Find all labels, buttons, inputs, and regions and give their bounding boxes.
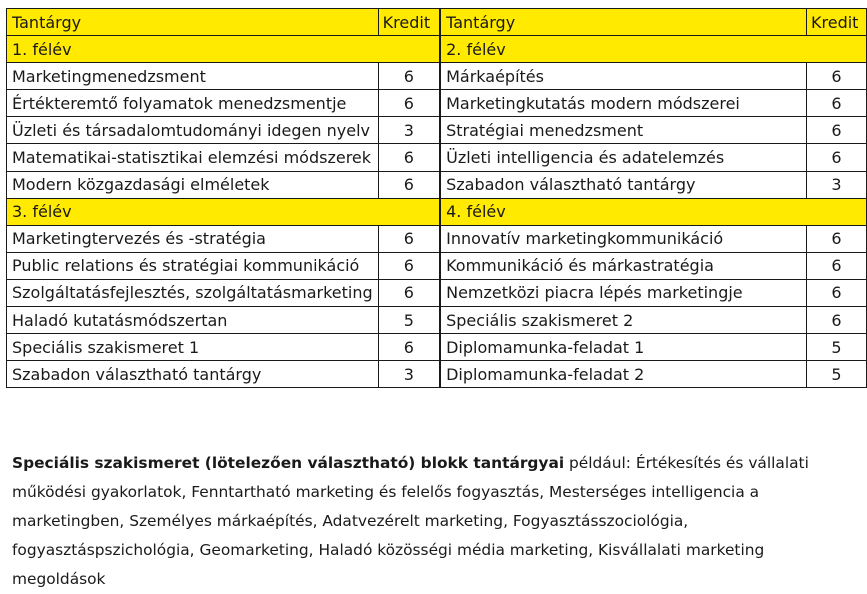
course-name: Public relations és stratégiai kommunikáció — [7, 252, 379, 279]
semester-label-left: 3. félév — [7, 198, 441, 225]
course-name: Speciális szakismeret 2 — [440, 307, 806, 334]
course-name: Üzleti és társadalomtudományi idegen nyelv — [7, 117, 379, 144]
course-name: Diplomamunka-feladat 1 — [440, 334, 806, 361]
elective-note-text: például: Értékesítés és vállalati működési gyakorlatok, Fenntartható marketing és felelős fogyasztás, Mesterséges intelligencia a marketingben, Személyes márkaépítés, Adatvezérelt marketing, Fogyasztásszociológia, fogyasztáspszichológia, Geomarketing, Haladó közösségi média marketing, Kisvállalati marketing megoldások — [12, 454, 809, 588]
course-credit: 6 — [807, 90, 867, 117]
course-credit: 6 — [378, 334, 440, 361]
course-credit: 6 — [378, 144, 440, 171]
course-name: Kommunikáció és márkastratégia — [440, 252, 806, 279]
course-name: Haladó kutatásmódszertan — [7, 307, 379, 334]
table-row — [7, 361, 867, 388]
course-credit: 6 — [807, 225, 867, 252]
header-credit-right: Kredit — [807, 9, 867, 36]
semester-row — [7, 198, 867, 225]
course-name: Modern közgazdasági elméletek — [7, 171, 379, 198]
course-credit: 5 — [378, 307, 440, 334]
course-credit: 6 — [807, 63, 867, 90]
course-credit: 6 — [807, 252, 867, 279]
course-name: Speciális szakismeret 1 — [7, 334, 379, 361]
course-credit: 6 — [807, 307, 867, 334]
elective-note — [12, 449, 862, 594]
table-header-row — [7, 9, 867, 36]
semester-label-right: 2. félév — [440, 36, 866, 63]
header-credit-left: Kredit — [378, 9, 440, 36]
course-credit: 6 — [807, 144, 867, 171]
semester-label-right: 4. félév — [440, 198, 866, 225]
course-credit: 6 — [807, 117, 867, 144]
course-name: Matematikai-statisztikai elemzési módszerek — [7, 144, 379, 171]
course-name: Üzleti intelligencia és adatelemzés — [440, 144, 806, 171]
table-row — [7, 307, 867, 334]
table-row — [7, 144, 867, 171]
course-credit: 5 — [807, 334, 867, 361]
course-name: Innovatív marketingkommunikáció — [440, 225, 806, 252]
table-row — [7, 171, 867, 198]
course-credit: 6 — [378, 171, 440, 198]
course-name: Szabadon választható tantárgy — [440, 171, 806, 198]
course-name: Értékteremtő folyamatok menedzsmentje — [7, 90, 379, 117]
course-credit: 6 — [378, 63, 440, 90]
table-row — [7, 90, 867, 117]
course-name: Marketingkutatás modern módszerei — [440, 90, 806, 117]
table-row — [7, 225, 867, 252]
table-row — [7, 252, 867, 279]
table-row — [7, 279, 867, 306]
course-name: Szabadon választható tantárgy — [7, 361, 379, 388]
course-name: Szolgáltatásfejlesztés, szolgáltatásmarketing — [7, 279, 379, 306]
course-name: Marketingmenedzsment — [7, 63, 379, 90]
elective-note-heading: Speciális szakismeret (lötelezően választható) blokk tantárgyai — [12, 454, 565, 472]
course-name: Nemzetközi piacra lépés marketingje — [440, 279, 806, 306]
table-row — [7, 334, 867, 361]
course-credit: 6 — [378, 90, 440, 117]
header-subject-right: Tantárgy — [440, 9, 806, 36]
course-credit: 6 — [378, 225, 440, 252]
course-name: Diplomamunka-feladat 2 — [440, 361, 806, 388]
table-row — [7, 117, 867, 144]
course-credit: 3 — [807, 171, 867, 198]
course-name: Márkaépítés — [440, 63, 806, 90]
course-credit: 3 — [378, 361, 440, 388]
semester-label-left: 1. félév — [7, 36, 441, 63]
header-subject-left: Tantárgy — [7, 9, 379, 36]
course-credit: 6 — [807, 279, 867, 306]
table-row — [7, 63, 867, 90]
course-credit: 6 — [378, 252, 440, 279]
course-credit: 6 — [378, 279, 440, 306]
course-credit: 5 — [807, 361, 867, 388]
course-name: Marketingtervezés és -stratégia — [7, 225, 379, 252]
course-name: Stratégiai menedzsment — [440, 117, 806, 144]
semester-row — [7, 36, 867, 63]
curriculum-table — [6, 8, 867, 388]
course-credit: 3 — [378, 117, 440, 144]
